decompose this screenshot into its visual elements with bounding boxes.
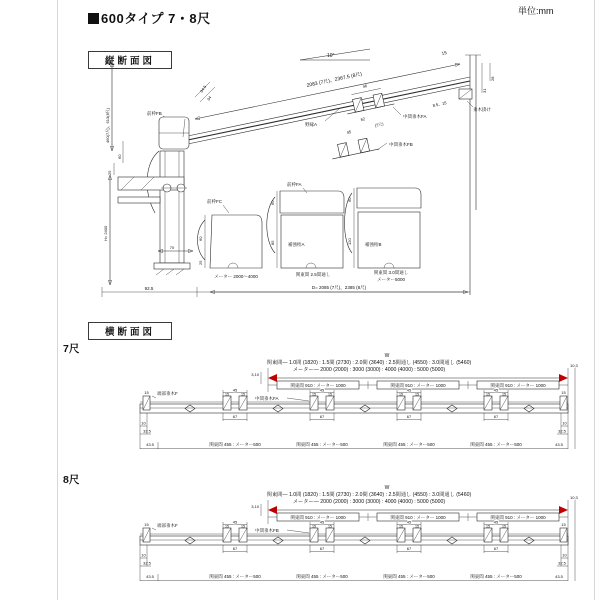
eave-dims	[195, 82, 215, 102]
pair-dim-15: 15	[328, 524, 332, 529]
pair-dim-15: 15	[225, 524, 229, 529]
cross-section-7shaku-drawing	[55, 348, 600, 460]
edge-right-dims: 10,3	[570, 495, 578, 500]
module-dim: 関東間 910 : メーター 1000	[490, 515, 546, 520]
profile-front-frame-fc	[198, 198, 263, 280]
edge-dim-435: 43.5	[555, 574, 563, 579]
dim-60: 60	[117, 154, 122, 159]
pair-dim-15: 15	[241, 392, 245, 397]
edge-dim-10: 10	[141, 420, 146, 426]
w-label: W	[384, 485, 390, 491]
edge-left-dims: 3,10	[251, 372, 259, 377]
cross-section-8shaku-drawing	[55, 480, 600, 592]
depth-dim: D= 2085 (7尺)、2385 (8尺)	[311, 285, 367, 290]
meter-line: メーター― 2000 (2000) : 3000 (3000) : 4000 (4000) : 5000 (5000)	[292, 499, 446, 505]
fb-width-dim: 45	[346, 129, 352, 135]
mid-rafter-fa-detail	[344, 83, 427, 128]
heading-7shaku: 7尺	[63, 343, 80, 355]
pitch-label: 関東間 455 : メーター500	[209, 574, 261, 579]
end-rafter-right	[560, 390, 567, 410]
vertical-section-label: 縦断面図	[88, 51, 172, 69]
edge-dim-435: 43.5	[146, 574, 154, 579]
module-dimension-row	[268, 381, 568, 389]
dim-h2400: H= 2400	[103, 225, 108, 241]
bottom-dimensions	[102, 284, 470, 297]
profile-front-frame-fa	[267, 181, 344, 278]
reinforce-a-label: 補強桁A	[288, 242, 305, 247]
w-label: W	[384, 353, 390, 359]
reinforce-b-label: 補強桁B	[365, 242, 382, 247]
edge-dim-325: 32.5	[143, 428, 151, 434]
pair-dim-67: 67	[406, 414, 412, 419]
module-dim: 関東間 910 : メーター 1000	[290, 515, 346, 520]
mid-rafter-fa-label: 中間垂木FA	[403, 114, 427, 119]
rafter-hanger-label: 垂木掛け	[473, 107, 491, 112]
profile-reinforce-b	[345, 188, 422, 283]
edge-right-dims: 10,3	[570, 363, 578, 368]
pair-dim-15: 15	[312, 392, 316, 397]
fa-dim-85: 85	[270, 240, 275, 245]
pair-dim-45: 45	[232, 519, 238, 525]
module-dimension-row	[268, 513, 568, 521]
eave-height-dim: 460(7尺)、613(8尺)	[105, 107, 110, 143]
rb-dim-60: 60	[347, 197, 352, 202]
rafter-pair	[296, 520, 348, 581]
pair-dim-15: 15	[225, 392, 229, 397]
pair-dim-45: 45	[406, 387, 412, 393]
edge-dim-325: 32.5	[143, 560, 151, 566]
vertical-section-drawing	[55, 45, 600, 303]
rb-dim-120: 120	[347, 238, 352, 245]
rb-meter-5000: メーター5000	[376, 277, 406, 282]
pair-dim-67: 67	[232, 414, 238, 419]
pair-dim-15: 15	[502, 524, 506, 529]
top-dimension-text	[267, 353, 472, 373]
roof-angle-value: 10°	[327, 53, 335, 59]
rafter-pair	[296, 388, 348, 449]
mid-rafter-fb-label: 中間垂木FB	[389, 142, 413, 147]
edge-left-dims: 3,10	[251, 504, 259, 509]
pair-dim-15: 15	[486, 392, 490, 397]
mid-rafter-label: 中間垂木FB	[255, 528, 279, 533]
pitch-label: 関東間 455 : メーター500	[470, 574, 522, 579]
pair-dim-15: 15	[486, 524, 490, 529]
wall-side-dims	[432, 63, 495, 108]
pair-dim-67: 67	[319, 546, 325, 551]
nobuchi-a-label: 野縁A	[305, 122, 318, 127]
rafter-pair	[470, 388, 522, 449]
kanto-line: 関東間― 1.0間 (1820) : 1.5間 (2730) : 2.0間 (3640) : 2.5間通し (4550) : 3.0間通し (5460)	[266, 492, 472, 498]
end-rafter-dim-15: 15	[144, 522, 149, 527]
fc-dim-60: 60	[198, 236, 203, 241]
pair-dim-45: 45	[493, 387, 499, 393]
fa-kanto-25: 関東間 2.5間通し	[295, 272, 331, 277]
edge-dim-325: 32.5	[558, 428, 566, 434]
pair-dim-67: 67	[319, 414, 325, 419]
front-frame-fb-label: 前枠FB	[147, 111, 162, 116]
slope-length-dim: 2083 (7尺)、2367.5 (8尺)	[306, 71, 363, 89]
mid-rafter-label: 中間垂木FA	[255, 396, 279, 401]
pair-dim-67: 67	[493, 414, 499, 419]
pair-dim-15: 15	[328, 392, 332, 397]
edge-dim-10: 10	[562, 420, 567, 426]
edge-dim-10: 10	[562, 552, 567, 558]
pitch-label: 関東間 455 : メーター500	[296, 442, 348, 447]
rafter-pair	[383, 388, 435, 449]
fa-width-dim: 46	[362, 83, 368, 89]
end-rafter-dim-15: 15	[561, 390, 566, 395]
end-rafter-label: 端部垂木F	[157, 391, 178, 396]
pair-dim-67: 67	[406, 546, 412, 551]
kanto-line: 関東間― 1.0間 (1820) : 1.5間 (2730) : 2.0間 (3640) : 2.5間通し (4550) : 3.0間通し (5460)	[266, 360, 472, 366]
page-title-text: 600タイプ 7・8尺	[101, 11, 211, 26]
edge-dim-325: 32.5	[558, 560, 566, 566]
pair-dim-45: 45	[493, 519, 499, 525]
panel-end-dim: 15	[441, 50, 448, 56]
front-frame-fc-label: 前枠FC	[207, 199, 222, 204]
pair-dim-67: 67	[493, 546, 499, 551]
pitch-label: 関東間 455 : メーター500	[383, 442, 435, 447]
wall-dim-28: 28	[490, 76, 495, 81]
edge-dim-10: 10	[141, 552, 146, 558]
front-frame-assembly	[118, 110, 190, 275]
pair-dim-15: 15	[415, 524, 419, 529]
roof-panel	[181, 77, 470, 147]
end-rafter-label: 端部垂木F	[157, 523, 178, 528]
page-title	[88, 8, 211, 27]
pair-dim-15: 15	[399, 392, 403, 397]
pair-dim-67: 67	[232, 546, 238, 551]
unit-label: 単位:mm	[518, 6, 554, 16]
pair-dim-15: 15	[415, 392, 419, 397]
wall-dim-31: 31	[482, 88, 487, 93]
roof-angle-callout	[300, 49, 370, 60]
pitch-label: 関東間 455 : メーター500	[383, 574, 435, 579]
mid-rafter-callout	[255, 395, 309, 402]
fc-meter-range: メーター 2000〜4000	[214, 274, 258, 279]
eave-dim-345: 34.5	[198, 84, 208, 94]
pair-dim-15: 15	[241, 524, 245, 529]
pair-dim-45: 45	[319, 387, 325, 393]
edge-dim-435: 43.5	[555, 442, 563, 447]
cross-section-label: 横断面図	[88, 322, 172, 340]
pitch-label: 関東間 455 : メーター500	[470, 442, 522, 447]
rafter-pair	[470, 520, 522, 581]
end-rafter-dim-15: 15	[144, 390, 149, 395]
meter-line: メーター― 2000 (2000) : 3000 (3000) : 4000 (4000) : 5000 (5000)	[292, 367, 446, 373]
pair-dim-45: 45	[406, 519, 412, 525]
module-dim: 関東間 910 : メーター 1000	[290, 383, 346, 388]
pair-dim-15: 15	[502, 392, 506, 397]
fc-dim-25: 25	[198, 260, 203, 265]
module-dim: 関東間 910 : メーター 1000	[390, 383, 446, 388]
front-frame-fa-label: 前枠FA	[287, 182, 302, 187]
rafter-pair	[209, 388, 261, 449]
pair-dim-45: 45	[319, 519, 325, 525]
fa-base-dim: 62	[360, 116, 366, 122]
eave-dim-34: 34	[205, 95, 213, 102]
slope-wall-dims: 8.5、15	[432, 100, 447, 108]
pair-dim-15: 15	[312, 524, 316, 529]
fa-note-7shaku: (7尺)	[374, 121, 384, 128]
top-dimension-text	[267, 485, 472, 505]
rb-kanto-30: 関東間 3.0間通し	[373, 270, 409, 275]
pair-dim-45: 45	[232, 387, 238, 393]
module-dim: 関東間 910 : メーター 1000	[390, 515, 446, 520]
pitch-label: 関東間 455 : メーター500	[209, 442, 261, 447]
fa-dim-60: 60	[270, 200, 275, 205]
dim-70: 70	[169, 245, 175, 250]
pair-dim-15: 15	[399, 524, 403, 529]
dim-925: 92.5	[144, 286, 154, 291]
end-rafter-dim-15: 15	[561, 522, 566, 527]
rafter-pair	[383, 520, 435, 581]
heading-8shaku: 8尺	[63, 474, 80, 486]
edge-dim-435: 43.5	[146, 442, 154, 447]
mid-rafter-fb-detail	[330, 129, 413, 159]
end-rafter-right	[560, 522, 567, 542]
dim-25: 25	[107, 170, 112, 175]
pitch-label: 関東間 455 : メーター500	[296, 574, 348, 579]
rafter-pair	[209, 520, 261, 581]
mid-rafter-callout	[255, 527, 309, 534]
module-dim: 関東間 910 : メーター 1000	[490, 383, 546, 388]
title-square-icon	[88, 13, 99, 24]
